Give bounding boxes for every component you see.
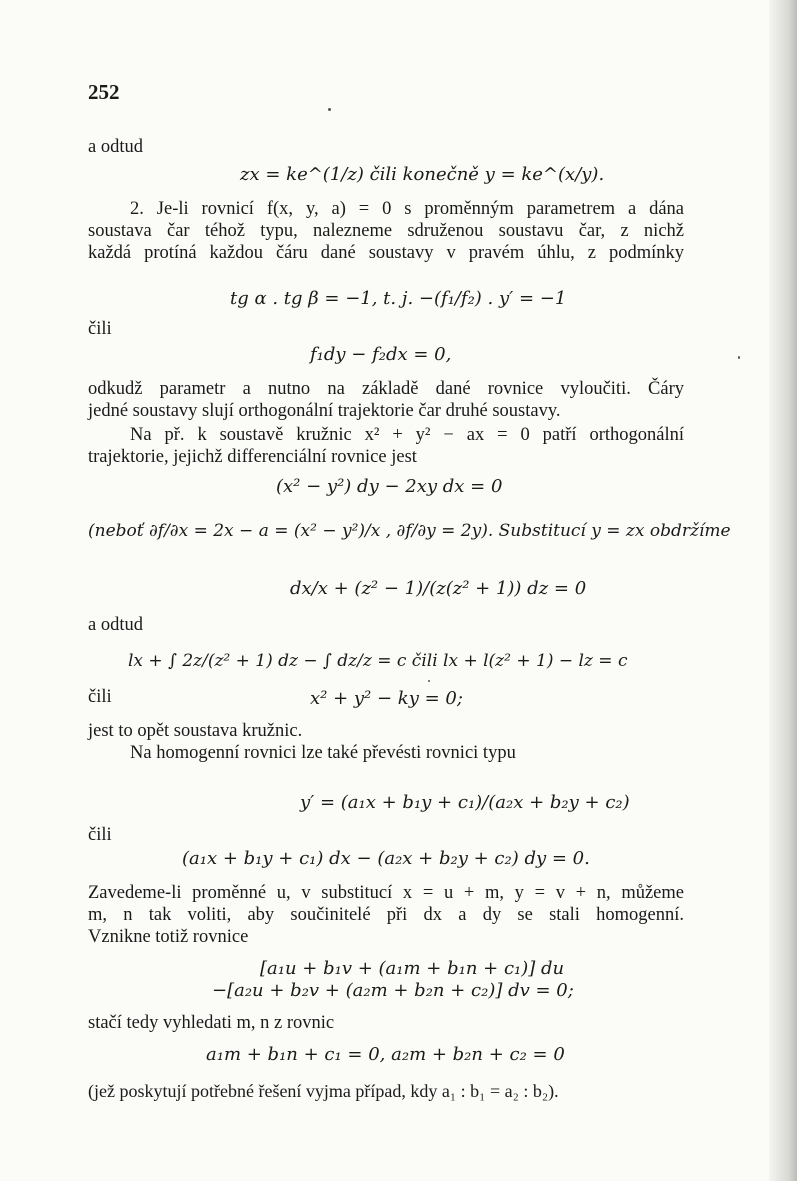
paragraph-line: trajektorie, jejichž differenciální rovnice jest [88, 447, 417, 467]
equation: dx/x + (z² − 1)/(z(z² + 1)) dz = 0 [290, 578, 587, 599]
paragraph-line: (jež poskytují potřebné řešení vyjma případ, kdy a₁ : b₁ = a₂ : b₂). [88, 1081, 559, 1101]
paragraph-line: 2. Je-li rovnicí f(x, y, a) = 0 s proměnným parametrem a dána [130, 199, 684, 219]
page-number: 252 [88, 80, 120, 104]
equation: [a₁u + b₁v + (a₁m + b₁n + c₁)] du [260, 958, 565, 979]
paragraph-line: m, n tak voliti, aby součinitelé při dx a dy se stali homogenní. [88, 905, 684, 925]
text-line: jest to opět soustava kružnic. [88, 721, 303, 741]
equation: zx = ke^(1/z) čili konečně y = ke^(x/y). [240, 164, 605, 185]
equation: tg α . tg β = −1, t. j. −(f₁/f₂) . y′ = −1 [230, 288, 567, 309]
text-line: stačí tedy vyhledati m, n z rovnic [88, 1013, 335, 1033]
text-line: a odtud [88, 615, 143, 635]
paragraph-line: soustava čar téhož typu, nalezneme sdruženou soustavu čar, z nichž [88, 221, 684, 241]
paragraph-line: Zavedeme-li proměnné u, v substitucí x = u + m, y = v + n, můžeme [88, 883, 684, 903]
text-line: čili [88, 825, 112, 845]
equation: f₁dy − f₂dx = 0, [310, 344, 452, 365]
equation: −[a₂u + b₂v + (a₂m + b₂n + c₂)] dv = 0; [212, 980, 574, 1001]
paragraph-line: odkudž parametr a nutno na základě dané rovnice vyloučiti. Čáry [88, 379, 684, 399]
equation: (a₁x + b₁y + c₁) dx − (a₂x + b₂y + c₂) dy = 0. [182, 848, 590, 869]
paragraph-line: Vznikne totiž rovnice [88, 927, 249, 947]
text-line: a odtud [88, 137, 143, 157]
page-edge-shadow [769, 0, 797, 1181]
equation: y′ = (a₁x + b₁y + c₁)/(a₂x + b₂y + c₂) [300, 792, 630, 813]
paragraph-line: jedné soustavy slují orthogonální trajektorie čar druhé soustavy. [88, 401, 561, 421]
print-speck [428, 680, 430, 682]
equation: a₁m + b₁n + c₁ = 0, a₂m + b₂n + c₂ = 0 [206, 1044, 565, 1065]
equation: x² + y² − ky = 0; [310, 688, 463, 709]
text-line: Na homogenní rovnici lze také převésti rovnici typu [130, 743, 516, 763]
print-speck [328, 108, 331, 111]
paragraph-line: každá protíná každou čáru dané soustavy v pravém úhlu, z podmínky [88, 243, 684, 263]
equation: lx + ∫ 2z/(z² + 1) dz − ∫ dz/z = c čili lx + l(z² + 1) − lz = c [128, 651, 628, 671]
equation: (x² − y²) dy − 2xy dx = 0 [276, 476, 503, 497]
equation: (neboť ∂f/∂x = 2x − a = (x² − y²)/x , ∂f/∂y = 2y). Substitucí y = zx obdržíme [88, 521, 731, 541]
text-line: čili [88, 319, 112, 339]
paragraph-line: Na př. k soustavě kružnic x² + y² − ax = 0 patří orthogonální [130, 425, 684, 445]
text-line: čili [88, 687, 112, 707]
print-speck [738, 356, 740, 359]
